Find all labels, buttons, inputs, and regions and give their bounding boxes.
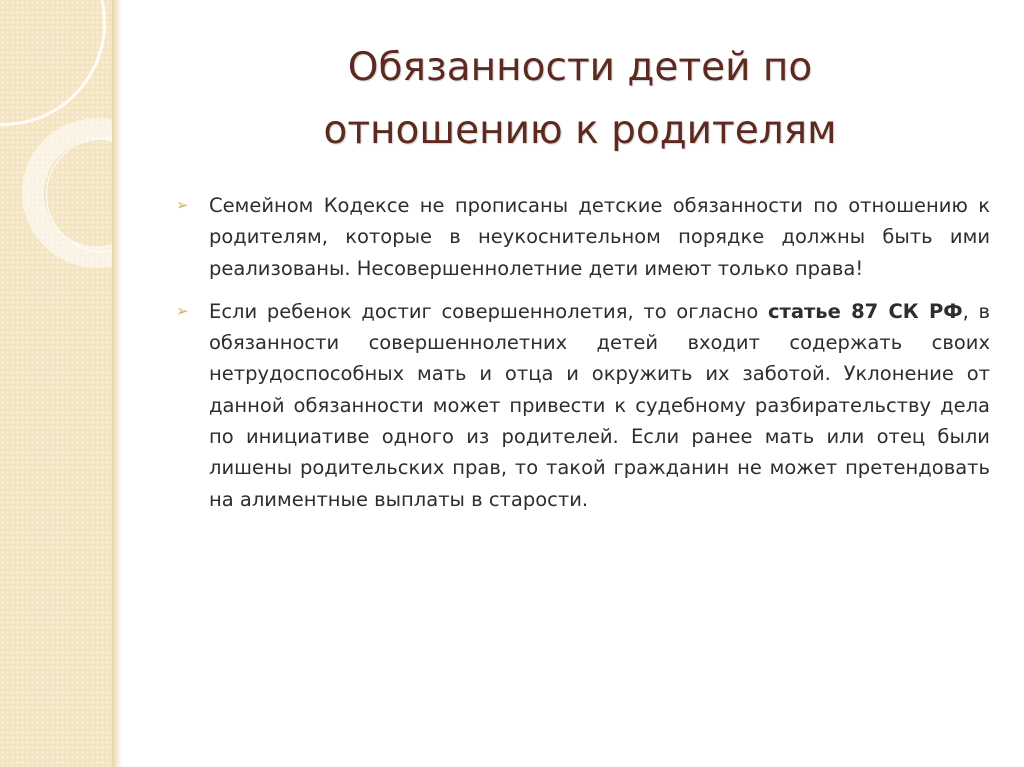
decorative-ring-top: [0, 0, 106, 126]
bullet-item-2: [176, 296, 990, 515]
decorative-side-band: [0, 0, 112, 767]
bullet-text-2-end: , в обязанности совершеннолетних детей входит содержать своих нетрудоспособных мать и отца и окружить их заботой. Уклонение от данной обязанности может привести к судебному разбирательству дела по инициативе одного из родителей. Если ранее мать или отец были лишены родительских прав, то такой гражданин не может претендовать на алиментные выплаты в старости.: [209, 299, 990, 511]
bullet-text-2-start: Если ребенок достиг совершеннолетия, то огласно: [209, 299, 768, 323]
bullet-list: [176, 190, 990, 527]
slide-title-line-2: отношению к родителям: [323, 108, 837, 153]
slide-title-line-1: Обязанности детей по: [347, 45, 813, 90]
law-reference: статье 87 СК РФ: [767, 299, 963, 323]
arrow-bullet-icon: ➢: [176, 301, 189, 320]
slide-title: [180, 36, 980, 162]
arrow-bullet-icon: ➢: [176, 196, 189, 214]
bullet-text-1: Семейном Кодексе не прописаны детские обязанности по отношению к родителям, которые в неукоснительном порядке должны быть ими реализованы. Несовершеннолетние дети имеют только права!: [209, 194, 990, 280]
bullet-text-2: [209, 296, 990, 515]
side-band-edge: [112, 0, 122, 767]
bullet-item-1: [176, 190, 990, 284]
